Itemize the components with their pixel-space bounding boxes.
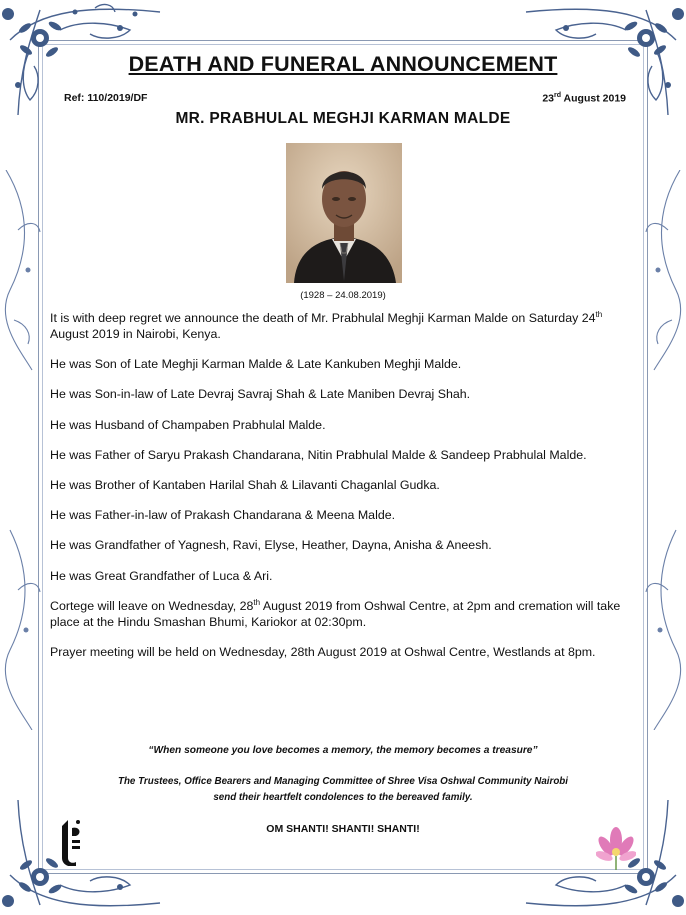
deceased-name: MR. PRABHULAL MEGHJI KARMAN MALDE — [175, 110, 511, 127]
great-grandfather-line: He was Great Grandfather of Luca & Ari. — [50, 568, 273, 583]
son-in-law-line: He was Son-in-law of Late Devraj Savraj Shah & Late Maniben Devraj Shah. — [50, 387, 471, 402]
announcement-body — [50, 310, 640, 674]
announcement-date: 23rd August 2019 — [542, 92, 626, 105]
memorial-quote: “When someone you love becomes a memory, the memory becomes a treasure” — [148, 745, 538, 756]
lotus-flower-icon — [596, 826, 636, 870]
condolence-line: The Trustees, Office Bearers and Managing Committee of Shree Visa Oshwal Community Nairobi — [117, 776, 569, 787]
lifespan: (1928 – 24.08.2019) — [300, 290, 386, 301]
reference-number: Ref: 110/2019/DF — [64, 92, 148, 104]
father-in-law-line: He was Father-in-law of Prakash Chandarana & Meena Malde. — [50, 508, 396, 523]
father-line: He was Father of Saryu Prakash Chandarana, Nitin Prabhulal Malde & Sandeep Prabhulal Malde. — [50, 447, 587, 462]
corner-ornament-icon — [0, 795, 170, 915]
page-title: DEATH AND FUNERAL ANNOUNCEMENT — [128, 52, 558, 76]
grandfather-line: He was Grandfather of Yagnesh, Ravi, Elyse, Heather, Dayna, Anisha & Aneesh. — [50, 538, 492, 553]
husband-line: He was Husband of Champaben Prabhulal Malde. — [50, 417, 326, 432]
death-notice: It is with deep regret we announce the death of Mr. Prabhulal Meghji Karman Malde on Saturday 24th August 2019 in Nairobi, Kenya. — [50, 309, 603, 341]
brother-line: He was Brother of Kantaben Harilal Shah & Lilavanti Chaganlal Gudka. — [50, 477, 440, 492]
prayer-meeting-details: Prayer meeting will be held on Wednesday, 28th August 2019 at Oshwal Centre, Westlands at 8pm. — [50, 644, 596, 659]
condolence-line: send their heartfelt condolences to the bereaved family. — [213, 792, 473, 803]
side-flourish-icon — [0, 170, 42, 730]
side-flourish-icon — [644, 170, 686, 730]
om-shanti: OM SHANTI! SHANTI! SHANTI! — [266, 823, 420, 835]
condolence-message — [0, 774, 686, 806]
community-logo-icon — [58, 818, 84, 866]
cortege-details: Cortege will leave on Wednesday, 28th August 2019 from Oshwal Centre, at 2pm and cremation will take place at the Hindu Smashan Bhumi, Kariokor at 02:30pm. — [50, 597, 621, 629]
son-of-line: He was Son of Late Meghji Karman Malde & Late Kankuben Meghji Malde. — [50, 357, 462, 372]
portrait-photo — [286, 143, 402, 283]
